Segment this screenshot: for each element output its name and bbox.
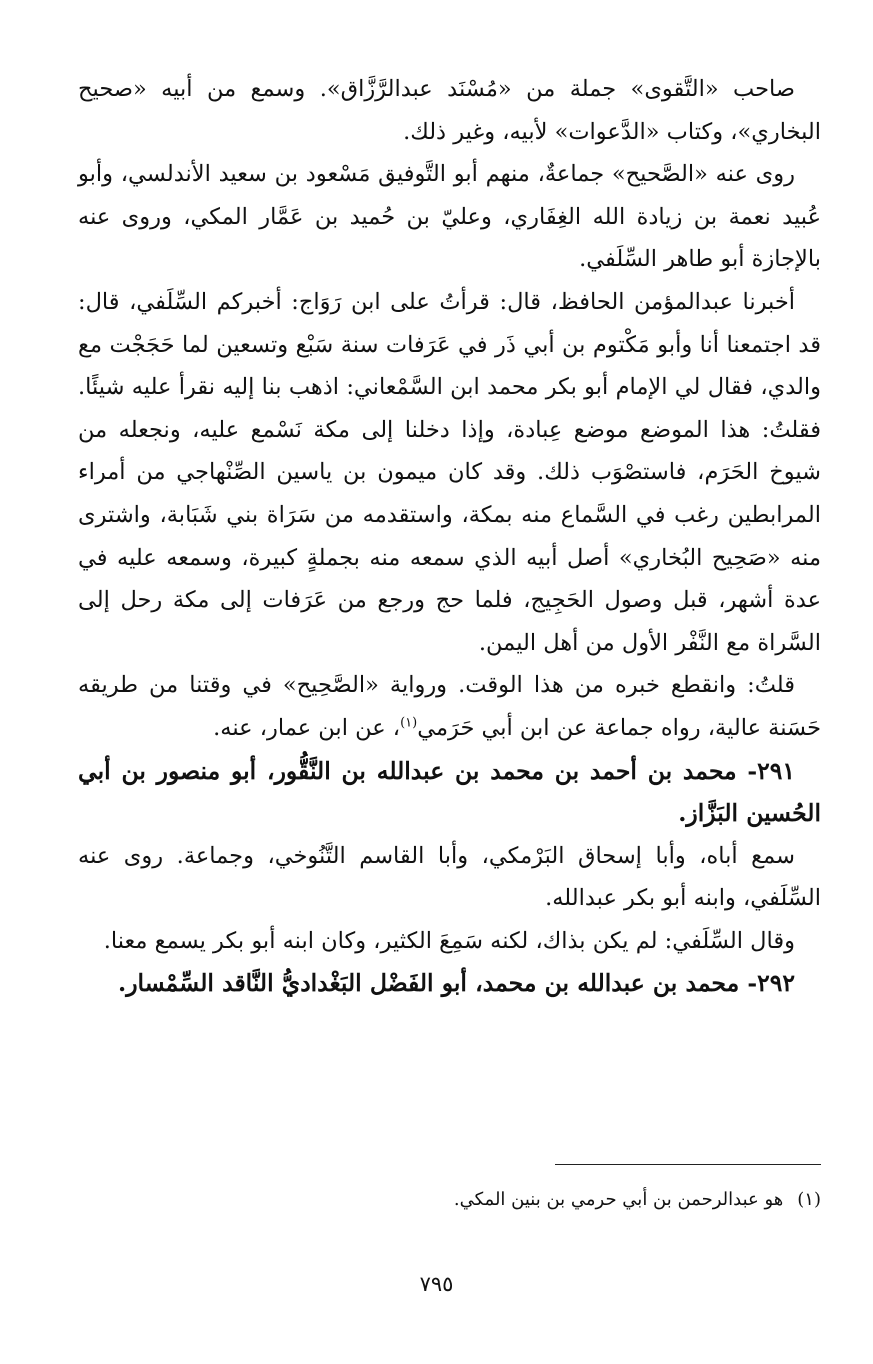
footnote-divider [555, 1164, 821, 1165]
footnote-reference[interactable]: (١) [400, 715, 418, 731]
paragraph-4-end: ، عن ابن عمار، عنه. [213, 714, 401, 741]
entry-291-paragraph-1: سمع أباه، وأبا إسحاق البَرْمكي، وأبا القاسم التَّنُوخي، وجماعة. روى عنه السِّلَفي، وابنه أبو بكر عبدالله. [78, 842, 821, 912]
footnote-text: هو عبدالرحمن بن أبي حرمي بن بنين المكي. [453, 1189, 784, 1210]
footnote-number: (١) [797, 1189, 821, 1210]
page-number: ٧٩٥ [419, 1272, 454, 1296]
paragraph-1: صاحب «التَّقوى» جملة من «مُسْنَد عبدالرَّزَّاق». وسمع من أبيه «صحيح البخاري»، وكتاب «الدَّعوات» لأبيه، وغير ذلك. [78, 76, 821, 145]
paragraph-3: أخبرنا عبدالمؤمن الحافظ، قال: قرأتُ على ابن رَوَاج: أخبركم السِّلَفي، قال: قد اجتمعنا أنا وأبو مَكْتوم بن أبي ذَر في عَرَفات سنة سَبْع وتسعين لما حَجَجْت مع والدي، فقال لي الإمام أبو بكر محمد ابن السَّمْعاني: اذهب بنا إليه نقرأ عليه شيئًا. فقلتُ: هذا الموضع موضع عِبادة، وإذا دخلنا إلى مكة نَسْمع عليه، ونجعله من شيوخ الحَرَم، فاستصْوَب ذلك. وقد كان ميمون بن ياسين الصِّنْهاجي من أمراء المرابطين رغب في السَّماع منه بمكة، واستقدمه من سَرَاة بني شَبَابة، واشترى منه «صَحِيح البُخاري» أصل أبيه الذي سمعه منه بجملةٍ كبيرة، وسمعه عليه في عدة أشهر، قبل وصول الحَجِيج، فلما حج ورجع من عَرَفات إلى مكة رحل إلى السَّراة مع النَّفْر الأول من أهل اليمن. [78, 288, 821, 656]
paragraph-2: روى عنه «الصَّحيح» جماعةٌ، منهم أبو التَّوفيق مَسْعود بن سعيد الأندلسي، وأبو عُبيد نعمة بن زيادة الله الغِفَاري، وعليّ بن حُميد بن عَمَّار المكي، وروى عنه بالإجازة أبو طاهر السِّلَفي. [78, 161, 821, 273]
entry-291-heading: ٢٩١- محمد بن أحمد بن محمد بن عبدالله بن النَّقُّور، أبو منصور بن أبي الحُسين البَزَّاز. [78, 756, 821, 828]
main-text [78, 68, 821, 1005]
paragraph-4 [78, 664, 821, 749]
footnote [78, 1186, 821, 1214]
paragraph-4-text: قلتُ: وانقطع خبره من هذا الوقت. ورواية «الصَّحِيح» في وقتنا من طريقه حَسَنة عالية، رواه جماعة عن ابن أبي حَرَمي [78, 672, 821, 741]
entry-292-heading: ٢٩٢- محمد بن عبدالله بن محمد، أبو الفَضْل البَغْداديُّ النَّاقد السِّمْسار. [118, 969, 795, 998]
entry-291-paragraph-2: وقال السِّلَفي: لم يكن بذاك، لكنه سَمِعَ الكثير، وكان ابنه أبو بكر يسمع معنا. [103, 927, 795, 954]
